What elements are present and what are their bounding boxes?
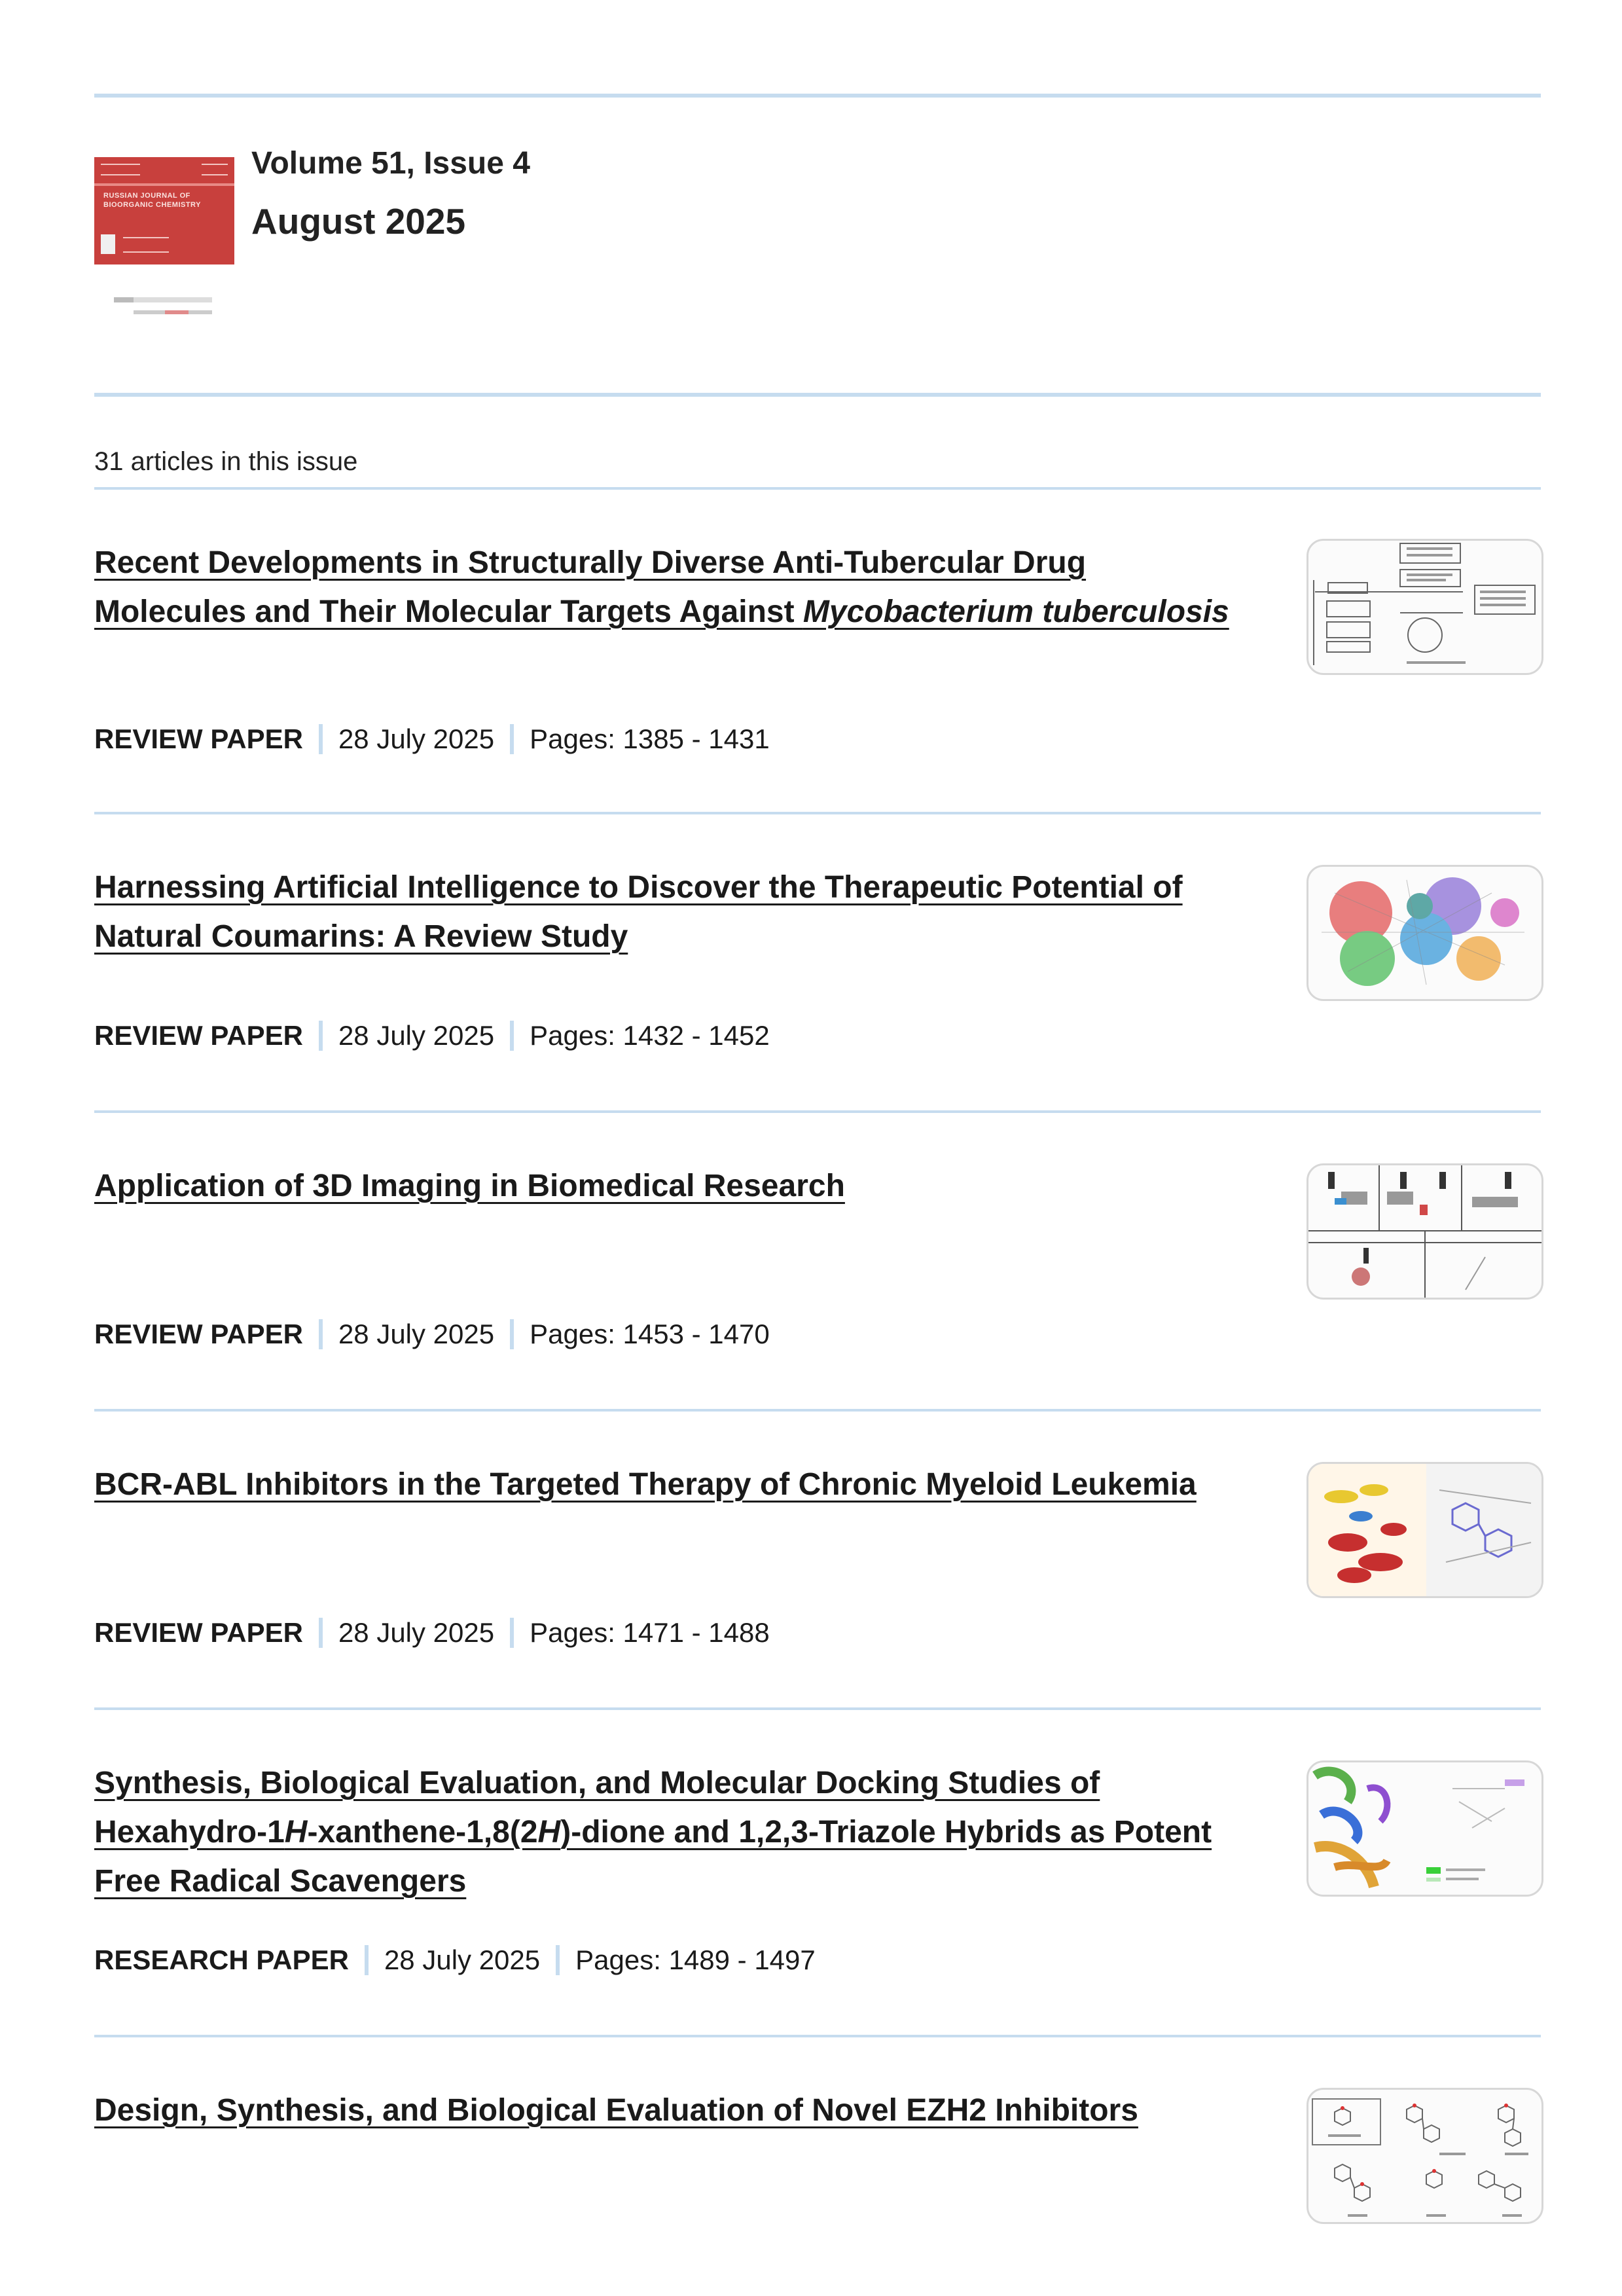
article-date: 28 July 2025 (338, 1617, 495, 1648)
network-map-icon (1308, 867, 1541, 999)
cover-art (94, 157, 234, 264)
article-date: 28 July 2025 (384, 1944, 541, 1975)
flowchart-diagram-icon (1308, 541, 1541, 673)
list-divider (94, 1110, 1541, 1113)
article-title-link[interactable]: Recent Developments in Structurally Diverse Anti-Tubercular Drug Molecules and Their Molecular Targets Against Mycobacterium tuberculosis (94, 545, 1229, 629)
article-type: REVIEW PAPER (94, 1617, 303, 1648)
article-thumbnail[interactable] (1307, 1163, 1543, 1300)
article-type: RESEARCH PAPER (94, 1944, 349, 1975)
article-title-link[interactable]: Application of 3D Imaging in Biomedical Research (94, 1169, 845, 1203)
article-thumbnail[interactable] (1307, 865, 1543, 1001)
list-divider (94, 2035, 1541, 2037)
publisher-logo-secondary (134, 310, 212, 314)
issue-volume: Volume 51, Issue 4 (251, 146, 530, 181)
list-divider (94, 487, 1541, 490)
article-title-link[interactable]: BCR-ABL Inhibitors in the Targeted Therapy of Chronic Myeloid Leukemia (94, 1467, 1197, 1502)
article-meta (94, 1617, 770, 1649)
header-divider (94, 94, 1541, 98)
protein-structure-icon (1308, 1464, 1541, 1596)
article-meta (94, 1319, 770, 1350)
journal-cover-image[interactable] (94, 157, 234, 331)
list-divider (94, 812, 1541, 814)
cover-title: RUSSIAN JOURNAL OF BIOORGANIC CHEMISTRY (103, 192, 201, 209)
article-date: 28 July 2025 (338, 723, 495, 754)
article-title-link[interactable]: Harnessing Artificial Intelligence to Discover the Therapeutic Potential of Natural Coumarins: A Review Study (94, 870, 1183, 954)
article-count: 31 articles in this issue (94, 447, 358, 476)
article-meta (94, 1944, 816, 1976)
list-divider (94, 1409, 1541, 1412)
article-pages: Pages: 1471 - 1488 (530, 1617, 770, 1648)
article-thumbnail[interactable] (1307, 1760, 1543, 1897)
list-divider (94, 1707, 1541, 1710)
article-pages: Pages: 1432 - 1452 (530, 1020, 770, 1051)
section-divider (94, 393, 1541, 397)
article-type: REVIEW PAPER (94, 1319, 303, 1349)
article-thumbnail[interactable] (1307, 539, 1543, 675)
article-thumbnail[interactable] (1307, 1462, 1543, 1598)
article-type: REVIEW PAPER (94, 1020, 303, 1051)
article-title-link[interactable]: Synthesis, Biological Evaluation, and Molecular Docking Studies of Hexahydro-1H-xanthene-1,8(2H)-dione and 1,2,3-Triazole Hybrids as Potent Free Radical Scavengers (94, 1766, 1212, 1899)
article-pages: Pages: 1385 - 1431 (530, 723, 770, 754)
article-date: 28 July 2025 (338, 1020, 495, 1051)
article-type: REVIEW PAPER (94, 723, 303, 754)
article-pages: Pages: 1489 - 1497 (575, 1944, 816, 1975)
article-pages: Pages: 1453 - 1470 (530, 1319, 770, 1349)
article-meta (94, 723, 770, 755)
issue-date: August 2025 (251, 201, 466, 242)
article-date: 28 July 2025 (338, 1319, 495, 1349)
imaging-schematic-icon (1308, 1165, 1541, 1298)
article-title-link[interactable]: Design, Synthesis, and Biological Evaluation of Novel EZH2 Inhibitors (94, 2093, 1138, 2128)
article-meta (94, 1020, 770, 1051)
chemical-structures-icon (1308, 2090, 1541, 2222)
docking-ribbon-icon (1308, 1762, 1541, 1895)
article-thumbnail[interactable] (1307, 2088, 1543, 2224)
publisher-logo (114, 297, 212, 302)
